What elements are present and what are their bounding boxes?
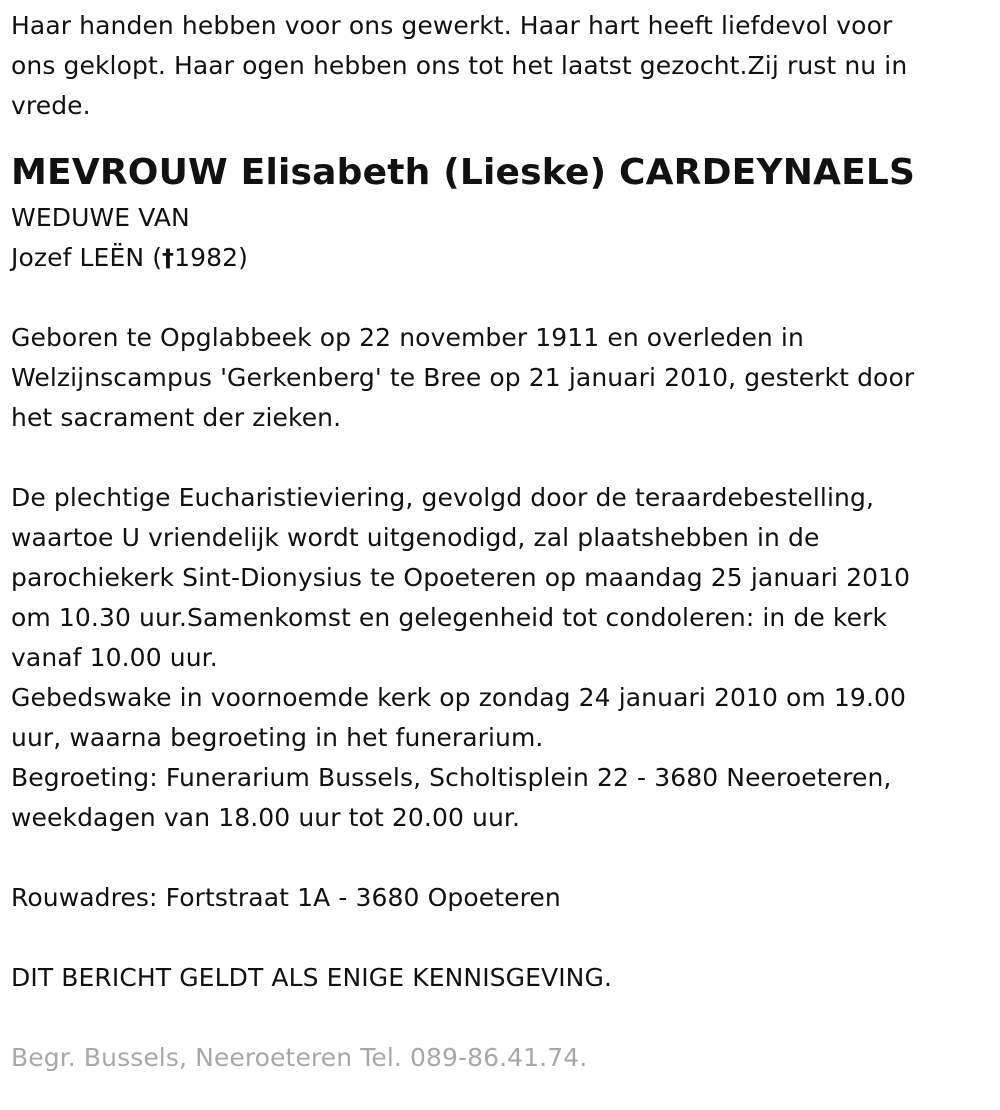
- birth-death-line: het sacrament der zieken.: [11, 403, 342, 432]
- birth-death-line: Welzijnscampus 'Gerkenberg' te Bree op 21 januari 2010, gesterkt door: [11, 363, 915, 392]
- spacer: [11, 438, 970, 478]
- spacer: [11, 918, 970, 958]
- spouse-line: [11, 238, 970, 278]
- ceremony-line: vanaf 10.00 uur.: [11, 643, 218, 672]
- intro-paragraph: [11, 6, 970, 126]
- intro-line: ons geklopt. Haar ogen hebben ons tot het laatst gezocht.Zij rust nu in: [11, 51, 908, 80]
- ceremony-paragraph: [11, 478, 970, 838]
- birth-death-paragraph: [11, 318, 970, 438]
- visitation-line: weekdagen van 18.00 uur tot 20.00 uur.: [11, 803, 521, 832]
- spacer: [11, 838, 970, 878]
- notice-statement: DIT BERICHT GELDT ALS ENIGE KENNISGEVING.: [11, 963, 612, 992]
- spacer: [11, 126, 970, 148]
- vigil-line: Gebedswake in voornoemde kerk op zondag 24 januari 2010 om 19.00: [11, 683, 906, 712]
- spouse-name: Jozef LEËN (: [11, 243, 163, 272]
- visitation-line: Begroeting: Funerarium Bussels, Scholtisplein 22 - 3680 Neeroeteren,: [11, 763, 892, 792]
- birth-death-line: Geboren te Opglabbeek op 22 november 1911 en overleden in: [11, 323, 804, 352]
- ceremony-line: De plechtige Eucharistieviering, gevolgd door de teraardebestelling,: [11, 483, 874, 512]
- spacer: [11, 278, 970, 318]
- widow-of-label: WEDUWE VAN: [11, 203, 190, 232]
- spacer: [11, 998, 970, 1038]
- intro-line: Haar handen hebben voor ons gewerkt. Haar hart heeft liefdevol voor: [11, 11, 893, 40]
- ceremony-line: om 10.30 uur.Samenkomst en gelegenheid tot condoleren: in de kerk: [11, 603, 888, 632]
- ceremony-line: parochiekerk Sint-Dionysius te Opoeteren op maandag 25 januari 2010: [11, 563, 911, 592]
- ceremony-line: waartoe U vriendelijk wordt uitgenodigd, zal plaatshebben in de: [11, 523, 820, 552]
- intro-line: vrede.: [11, 91, 91, 120]
- cross-icon: †: [162, 244, 175, 272]
- funeral-home-footer: Begr. Bussels, Neeroeteren Tel. 089-86.41.74.: [11, 1043, 588, 1072]
- mourning-address: Rouwadres: Fortstraat 1A - 3680 Opoeteren: [11, 883, 561, 912]
- deceased-name: MEVROUW Elisabeth (Lieske) CARDEYNAELS: [11, 152, 916, 193]
- vigil-line: uur, waarna begroeting in het funerarium.: [11, 723, 544, 752]
- spouse-death-year: 1982): [174, 243, 249, 272]
